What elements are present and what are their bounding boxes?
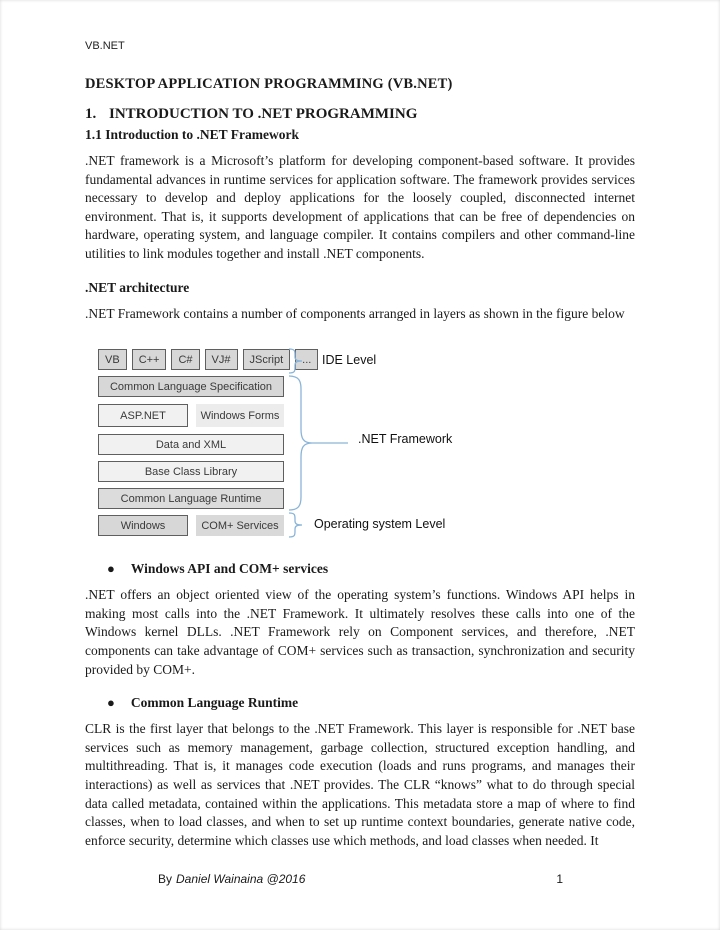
subsection-heading: 1.1 Introduction to .NET Framework bbox=[85, 127, 300, 142]
section-heading-text: INTRODUCTION TO .NET PROGRAMMING bbox=[109, 106, 418, 122]
box-csharp: C# bbox=[171, 349, 199, 370]
architecture-heading: .NET architecture bbox=[85, 279, 190, 295]
bullet-clr bbox=[85, 695, 635, 711]
bullet-windows-api bbox=[85, 561, 635, 577]
brace-os-level-icon bbox=[288, 512, 304, 538]
box-windows: Windows bbox=[98, 515, 188, 536]
footer-author: Daniel Wainaina @2016 bbox=[176, 872, 306, 887]
label-operating-system-level: Operating system Level bbox=[314, 517, 446, 532]
running-header: VB.NET bbox=[85, 40, 125, 52]
intro-paragraph: .NET framework is a Microsoft’s platform for developing component-based software. It provides fundamental advances in runtime services for application software. The framework provides services necessary to develop and deploy applications for the loosely coupled, disconnected internet environment. That is, it supports development of applications that can be free of dependencies on hardware, operating system, and language compiler. It contains compilers and other command-line utilities to link modules together and install .NET components. bbox=[85, 153, 635, 261]
bullet-windows-api-title: Windows API and COM+ services bbox=[130, 561, 329, 577]
box-common-language-specification: Common Language Specification bbox=[98, 376, 284, 397]
section-heading bbox=[85, 106, 635, 123]
ide-language-row bbox=[98, 349, 318, 370]
box-vb: VB bbox=[98, 349, 127, 370]
bullet-dot-icon: ● bbox=[107, 695, 115, 711]
brace-dotnet-framework-icon bbox=[288, 375, 352, 511]
architecture-paragraph: .NET Framework contains a number of components arranged in layers as shown in the figure below bbox=[85, 305, 625, 321]
box-com-services: COM+ Services bbox=[196, 515, 284, 536]
box-data-and-xml: Data and XML bbox=[98, 434, 284, 455]
box-vjsharp: VJ# bbox=[205, 349, 238, 370]
box-ellipsis: ... bbox=[295, 349, 318, 370]
page-footer bbox=[85, 872, 635, 886]
clr-paragraph: CLR is the first layer that belongs to the .NET Framework. This layer is responsible for .NET base services such as memory management, garbage collection, structured exception handling, and multithreading. That is, it manages code execution (loads and runs programs, and manages their interactions) as well as services that .NET provides. The CLR “knows” what to do through special data called metadata, contained within the applications. This metadata store a map of where to find classes, when to load classes, and when to set up runtime context boundaries, generate native code, enforce security, determine which classes use which methods, and load classes when needed. It bbox=[85, 721, 635, 848]
box-cpp: C++ bbox=[132, 349, 167, 370]
brace-ide-level-icon bbox=[288, 348, 304, 374]
box-common-language-runtime: Common Language Runtime bbox=[98, 488, 284, 509]
windows-api-paragraph: .NET offers an object oriented view of the operating system’s functions. Windows API helps in making most calls into the .NET Framework. It ultimately resolves these calls into one of the Windows kernel DLLs. .NET Framework rely on Component services, and therefore, .NET components can take advantage of COM+ services such as transaction, synchronization and security provided by COM+. bbox=[85, 587, 635, 677]
box-aspnet: ASP.NET bbox=[98, 404, 188, 427]
label-ide-level: IDE Level bbox=[322, 353, 377, 368]
bullet-clr-title: Common Language Runtime bbox=[130, 695, 299, 711]
section-number: 1. bbox=[85, 106, 97, 122]
box-base-class-library: Base Class Library bbox=[98, 461, 284, 482]
bullet-dot-icon: ● bbox=[107, 561, 115, 577]
box-jscript: JScript bbox=[243, 349, 291, 370]
page-number: 1 bbox=[556, 872, 563, 887]
dotnet-architecture-figure bbox=[98, 349, 648, 539]
document-title: DESKTOP APPLICATION PROGRAMMING (VB.NET) bbox=[85, 76, 453, 92]
footer-by-label: By bbox=[158, 872, 173, 887]
box-windows-forms: Windows Forms bbox=[196, 404, 284, 427]
label-dotnet-framework: .NET Framework bbox=[358, 432, 453, 447]
